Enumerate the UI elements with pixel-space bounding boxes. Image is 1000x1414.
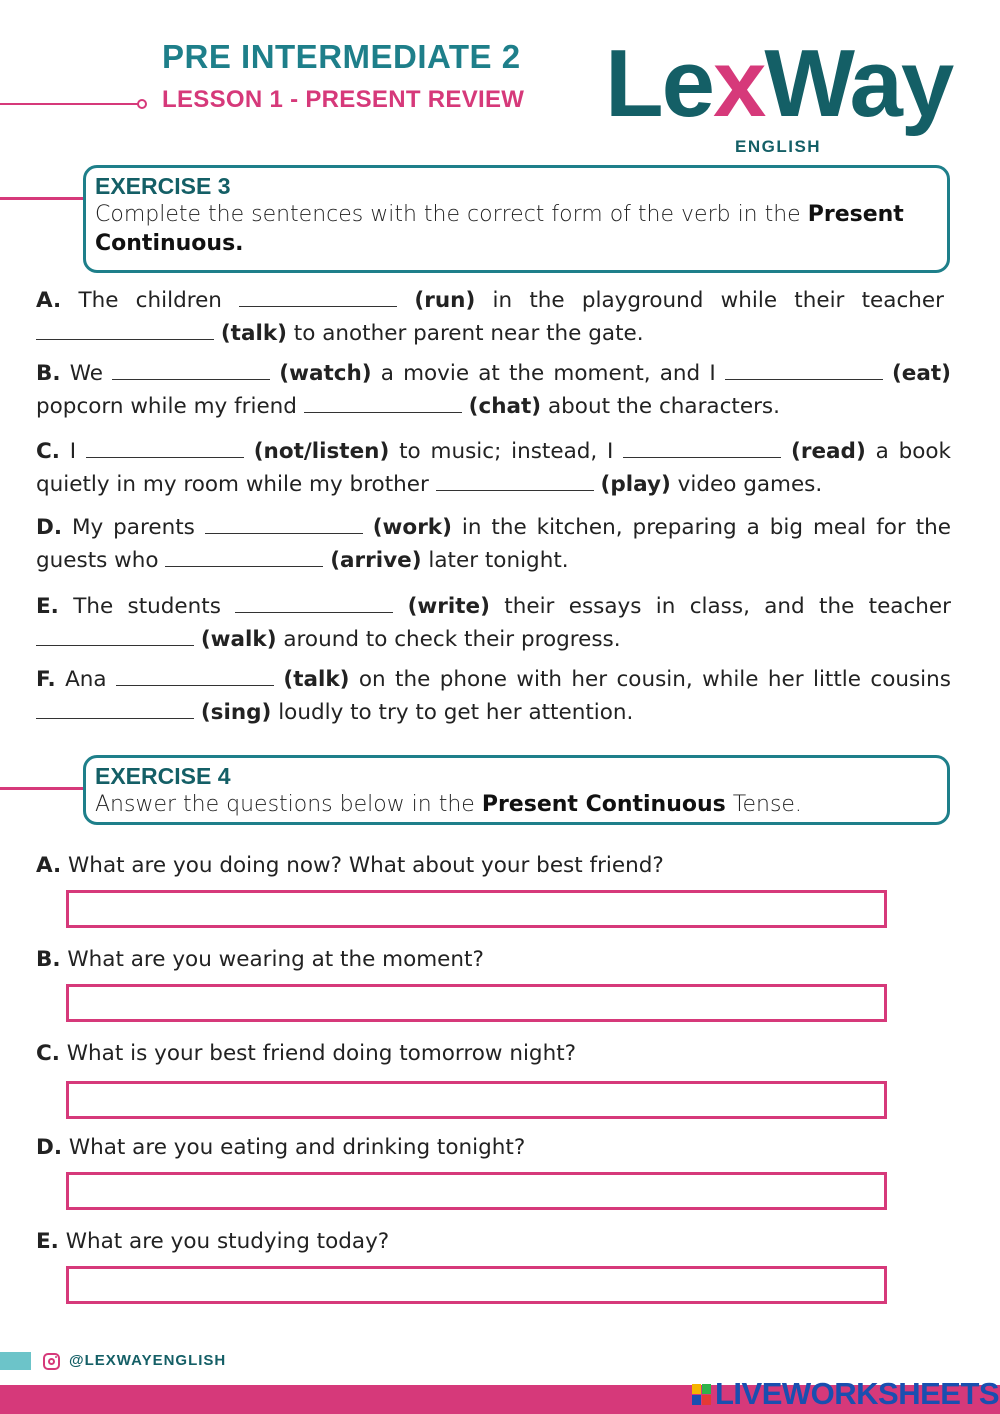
blank-c2[interactable] [623, 440, 781, 458]
logo-subtitle: ENGLISH [735, 137, 822, 156]
exercise4-title: EXERCISE 4 [95, 763, 231, 789]
question-e: E. What are you studying today? [36, 1229, 390, 1254]
instagram-handle[interactable]: @LEXWAYENGLISH [69, 1352, 227, 1369]
question-d: D. What are you eating and drinking tonight? [36, 1135, 526, 1160]
exercise3-title: EXERCISE 3 [95, 173, 231, 199]
exercise3-header-box [83, 165, 950, 273]
blank-b2[interactable] [725, 362, 883, 380]
instagram-icon [43, 1353, 60, 1370]
answer-box-a[interactable] [66, 890, 887, 928]
exercise4-instructions: Answer the questions below in the Present Continuous Tense. [95, 792, 802, 817]
question-a: A. What are you doing now? What about your best friend? [36, 853, 664, 878]
footer-teal-block [0, 1352, 31, 1370]
blank-b3[interactable] [304, 395, 462, 413]
blank-d1[interactable] [205, 516, 363, 534]
blank-f1[interactable] [116, 668, 274, 686]
lesson-title: LESSON 1 - PRESENT REVIEW [162, 86, 525, 113]
exercise4-accent-line [0, 787, 86, 790]
question-b: B. What are you wearing at the moment? [36, 947, 484, 972]
lexway-logo: LexWay ENGLISH [605, 30, 953, 156]
sentence-e: E. The students (write) their essays in class, and the teacher (walk) around to check their progress. [36, 594, 951, 652]
liveworksheets-icon [692, 1384, 712, 1406]
header-accent-line [0, 103, 140, 105]
sentence-f: F. Ana (talk) on the phone with her cousin, while her little cousins (sing) loudly to try to get her attention. [36, 667, 951, 725]
answer-box-d[interactable] [66, 1172, 887, 1210]
blank-a1[interactable] [239, 289, 397, 307]
blank-c1[interactable] [86, 440, 244, 458]
blank-b1[interactable] [112, 362, 270, 380]
blank-f2[interactable] [36, 701, 194, 719]
header-accent-dot [137, 99, 147, 109]
course-title: PRE INTERMEDIATE 2 [162, 38, 521, 75]
exercise4-header-box [83, 755, 950, 825]
sentence-a: A. The children (run) in the playground while their teacher (talk) to another parent near the gate. [36, 288, 944, 346]
blank-a2[interactable] [36, 322, 214, 340]
liveworksheets-brand[interactable]: LIVEWORKSHEETS [692, 1376, 999, 1412]
blank-e2[interactable] [36, 628, 194, 646]
exercise3-instructions: Complete the sentences with the correct form of the verb in the Present Continuous. [95, 202, 904, 256]
blank-c3[interactable] [436, 473, 594, 491]
answer-box-c[interactable] [66, 1081, 887, 1119]
blank-e1[interactable] [235, 595, 393, 613]
exercise3-accent-line [0, 197, 86, 200]
answer-box-b[interactable] [66, 984, 887, 1022]
answer-box-e[interactable] [66, 1266, 887, 1304]
sentence-d: D. My parents (work) in the kitchen, preparing a big meal for the guests who (arrive) later tonight. [36, 515, 951, 573]
sentence-c: C. I (not/listen) to music; instead, I (read) a book quietly in my room while my brother (play) video games. [36, 439, 951, 497]
question-c: C. What is your best friend doing tomorrow night? [36, 1041, 577, 1066]
sentence-b: B. We (watch) a movie at the moment, and I (eat) popcorn while my friend (chat) about the characters. [36, 361, 951, 419]
blank-d2[interactable] [165, 549, 323, 567]
